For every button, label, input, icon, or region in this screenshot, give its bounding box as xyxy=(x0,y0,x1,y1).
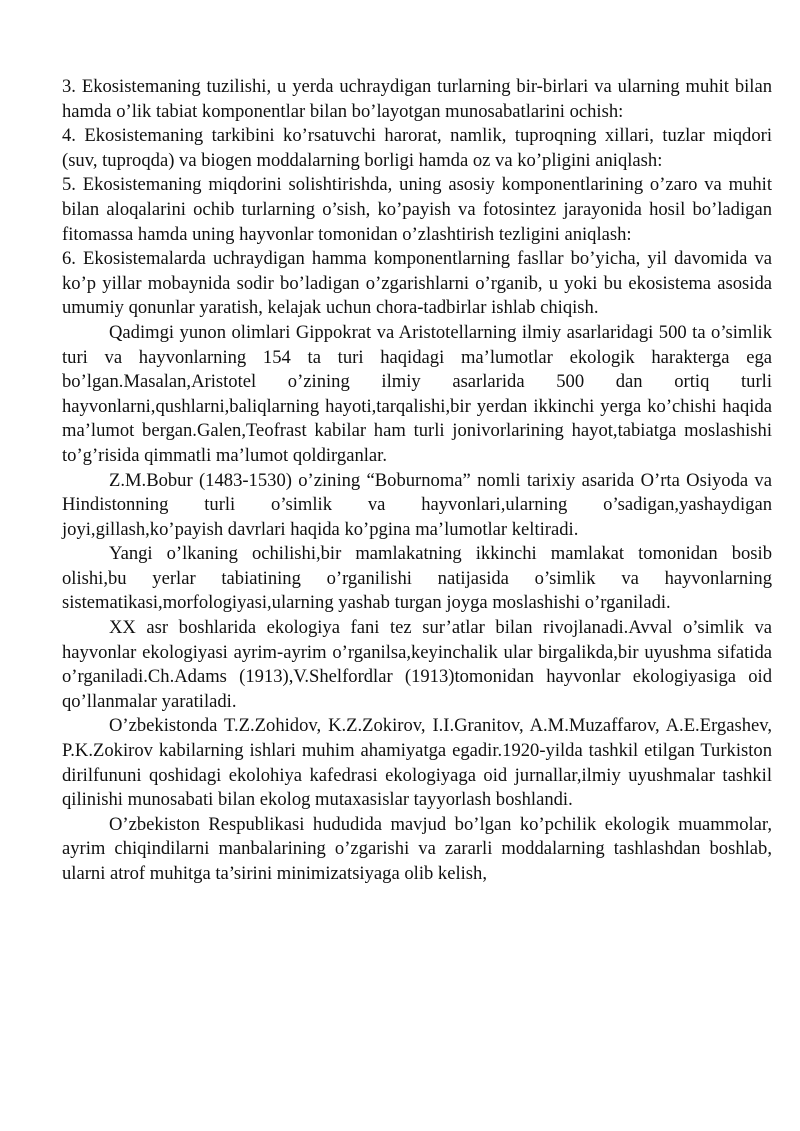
paragraph-item-5: 5. Ekosistemaning miqdorini solishtirishda, uning asosiy komponentlarining o’zaro va muhit bilan aloqalarini ochib turlarning o’sish, ko’payish va fotosintez jarayonida hosil bo’ladigan fitomassa hamda uning hayvonlar tomonidan o’zlashtirish tezligini aniqlash: xyxy=(62,174,772,245)
paragraph-bobur: Z.M.Bobur (1483-1530) o’zining “Boburnoma” nomli tarixiy asarida O’rta Osiyoda va Hindistonning turli o’simlik va hayvonlari,ularning o’sadigan,yashaydigan joyi,gillash,ko’payish davrlari haqida ko’pgina ma’lumotlar keltiradi. xyxy=(62,469,772,540)
paragraph-item-6: 6. Ekosistemalarda uchraydigan hamma komponentlarning fasllar bo’yicha, yil davomida va ko’p yillar mobaynida sodir bo’ladigan o’zgarishlarni o’rganib, u yoki bu ekosistema asosida umumiy qonunlar yaratish, kelajak uchun chora-tadbirlar ishlab chiqish. xyxy=(62,248,772,319)
paragraph-uzbekistan-scholars: O’zbekistonda T.Z.Zohidov, K.Z.Zokirov, I.I.Granitov, A.M.Muzaffarov, A.E.Ergashev, P.K.Zokirov kabilarning ishlari muhim ahamiyatga egadir.1920-yilda tashkil etilgan Turkiston dirilfununi qoshidagi ekolohiya kafedrasi ekologiyaga oid jurnallar,ilmiy uyushmalar tashkil qilinishi munosabati bilan ekolog mutaxasislar tayyorlash boshlandi. xyxy=(62,715,772,811)
paragraph-uzbekistan-problems: O’zbekiston Respublikasi hududida mavjud bo’lgan ko’pchilik ekologik muammolar, ayrim chiqindilarni manbalarining o’zgarishi va zararli moddalarning tashlashdan boshlab, ularni atrof muhitga ta’sirini minimizatsiyaga olib kelish, xyxy=(62,813,772,884)
paragraph-xx-century: XX asr boshlarida ekologiya fani tez sur’atlar bilan rivojlanadi.Avval o’simlik va hayvonlar ekologiyasi ayrim-ayrim o’rganilsa,keyinchalik ular birgalikda,bir uyushma sifatida o’rganiladi.Ch.Adams (1913),V.Shelfordlar (1913)tomonidan hayvonlar ekologiyasiga oid qo’llanmalar yaratiladi. xyxy=(62,617,772,712)
paragraph-item-4: 4. Ekosistemaning tarkibini ko’rsatuvchi harorat, namlik, tuproqning xillari, tuzlar miqdori (suv, tuproqda) va biogen moddalarning borligi hamda oz va ko’pligini aniqlash: xyxy=(62,125,772,171)
paragraph-item-3: 3. Ekosistemaning tuzilishi, u yerda uchraydigan turlarning bir-birlari va ularning muhit bilan hamda o’lik tabiat komponentlar bilan bo’layotgan munosabatlarini ochish: xyxy=(62,76,772,122)
document-page xyxy=(62,75,772,887)
paragraph-ancient-scholars: Qadimgi yunon olimlari Gippokrat va Aristotellarning ilmiy asarlaridagi 500 ta o’simlik turi va hayvonlarning 154 ta turi haqidagi ma’lumotlar ekologik harakterga ega bo’lgan.Masalan,Aristotel o’zining ilmiy asarlarida 500 dan ortiq turli hayvonlarni,qushlarni,baliqlarning hayoti,tarqalishi,bir yerdan ikkinchi yerga ko’chishi haqida ma’lumot bergan.Galen,Teofrast kabilar ham turli jonivorlarining hayot,tabiatga moslashishi to’g’risida qimmatli ma’lumot qoldirganlar. xyxy=(62,321,772,466)
paragraph-new-lands: Yangi o’lkaning ochilishi,bir mamlakatning ikkinchi mamlakat tomonidan bosib olishi,bu yerlar tabiatining o’rganilishi natijasida o’simlik va hayvonlarning sistematikasi,morfologiyasi,ularning yashab turgan joyga moslashishi o’rganiladi. xyxy=(62,543,772,614)
